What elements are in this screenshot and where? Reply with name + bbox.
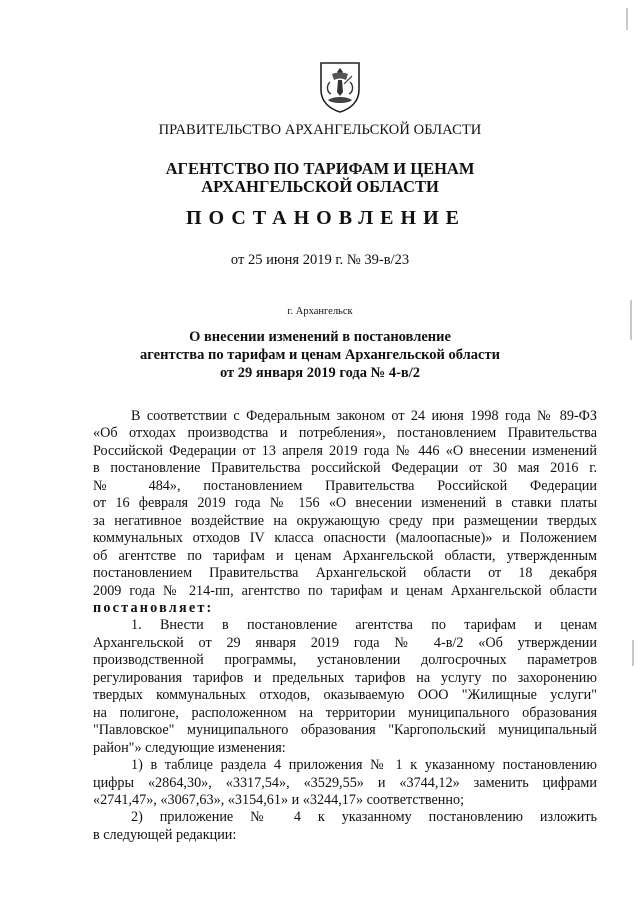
text-line: регулирования тарифов и предельных тарифов на услугу по захоронению — [93, 669, 597, 686]
text-line: об агентстве по тарифам и ценам Архангельской области, утвержденным — [93, 547, 597, 564]
text-line: Архангельской от 29 января 2019 года № 4-в/2 «Об утверждении — [93, 634, 597, 651]
text-line: № 484», постановлением Правительства Российской Федерации — [93, 477, 597, 494]
text-line: на полигоне, расположенном на территории муниципального образования — [93, 704, 597, 721]
document-city: г. Архангельск — [287, 306, 353, 317]
text-line: твердых коммунальных отходов, оказываемую ООО "Жилищные услуги" — [93, 687, 597, 704]
text-line: район"» следующие изменения: — [93, 739, 286, 756]
scan-artifact — [632, 640, 634, 666]
text-line: Российской Федерации от 13 апреля 2019 года № 446 «О внесении изменений — [93, 442, 597, 459]
document-date-number: от 25 июня 2019 г. № 39-в/23 — [230, 252, 410, 268]
text-line: от 16 февраля 2019 года № 156 «О внесении изменений в ставки платы — [93, 495, 597, 512]
agency-name-line2: АРХАНГЕЛЬСКОЙ ОБЛАСТИ — [201, 177, 439, 196]
document-body — [93, 408, 597, 844]
text-line: 2009 года № 214-пп, агентство по тарифам и ценам Архангельской области — [93, 582, 597, 599]
subject-line1: О внесении изменений в постановление — [189, 329, 451, 345]
scan-artifact — [630, 300, 632, 340]
text-line: цифры «2864,30», «3317,54», «3529,55» и «3744,12» заменить цифрами — [93, 774, 597, 791]
text-line: «2741,47», «3067,63», «3154,61» и «3244,17» соответственно; — [93, 791, 465, 808]
subject-line3: от 29 января 2019 года № 4-в/2 — [219, 365, 421, 381]
decrees-word: постановляет: — [93, 599, 214, 616]
subject-line2: агентства по тарифам и ценам Архангельской области — [140, 347, 500, 363]
paragraph-subitem-2 — [93, 809, 597, 844]
text-line: в постановление Правительства российской Федерации от 30 мая 2016 г. — [93, 460, 597, 477]
text-line: 1. Внести в постановление агентства по тарифам и ценам — [131, 617, 597, 634]
text-line: "Павловское" муниципального образования "Каргопольский муниципальный — [93, 722, 597, 739]
text-line: «Об отходах производства и потребления», постановлением Правительства — [93, 425, 597, 442]
text-line: 2) приложение № 4 к указанному постановлению изложить — [131, 809, 597, 826]
text-line: постановлением Правительства Архангельской области от 18 декабря — [93, 565, 597, 582]
paragraph-preamble — [93, 408, 597, 617]
agency-name — [0, 160, 640, 196]
coat-of-arms-icon — [318, 60, 362, 114]
scan-artifact — [626, 8, 628, 30]
government-name: ПРАВИТЕЛЬСТВО АРХАНГЕЛЬСКОЙ ОБЛАСТИ — [158, 122, 482, 138]
text-line: В соответствии с Федеральным законом от 24 июня 1998 года № 89-ФЗ — [131, 408, 597, 424]
paragraph-subitem-1 — [93, 757, 597, 809]
text-line: за негативное воздействие на окружающую среду при размещении твердых — [93, 512, 597, 529]
text-line: 1) в таблице раздела 4 приложения № 1 к указанному постановлению — [131, 757, 597, 774]
text-line: производственной программы, установлении долгосрочных параметров — [93, 652, 597, 669]
document-type: ПОСТАНОВЛЕНИЕ — [186, 207, 466, 229]
agency-name-line1: АГЕНТСТВО ПО ТАРИФАМ И ЦЕНАМ — [165, 159, 475, 178]
paragraph-item-1 — [93, 617, 597, 757]
text-line: в следующей редакции: — [93, 826, 237, 843]
text-line: коммунальных отходов IV класса опасности (малоопасные)» и Положением — [93, 530, 597, 547]
document-subject — [0, 328, 640, 382]
